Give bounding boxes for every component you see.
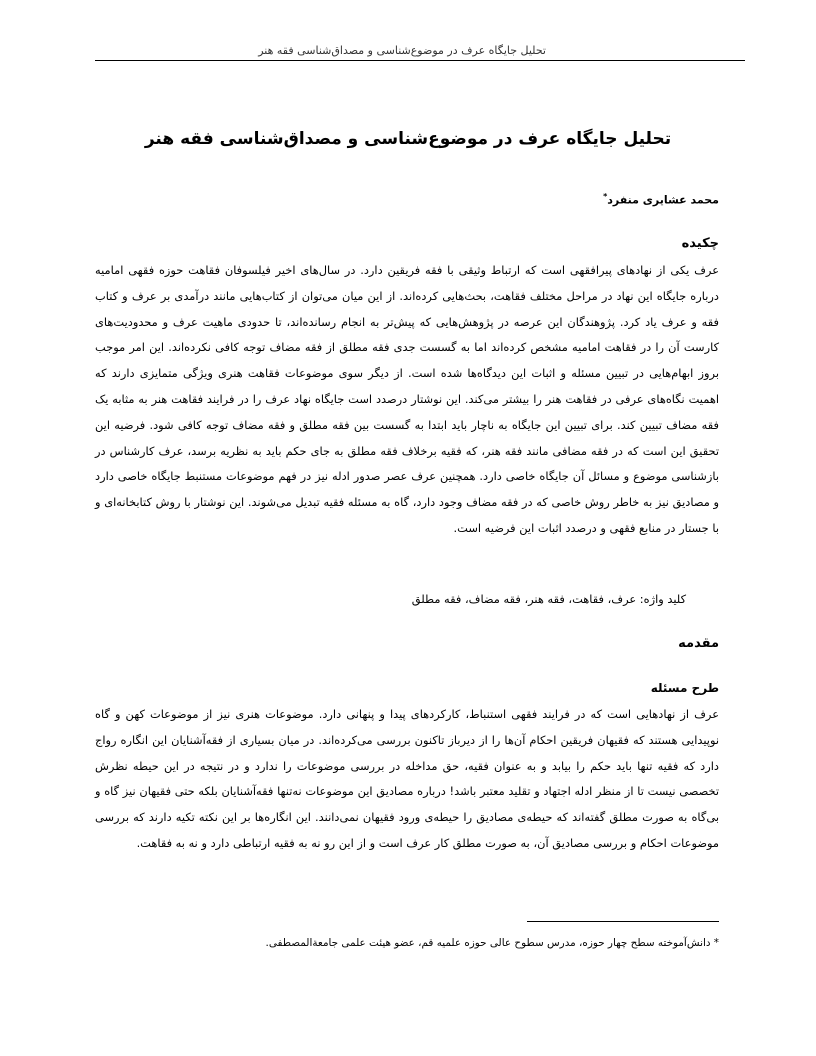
author-footnote-mark[interactable]: * xyxy=(603,192,608,201)
footnote-rule xyxy=(527,921,719,922)
keywords-text: عرف، فقاهت، فقه هنر، فقه مضاف، فقه مطلق xyxy=(411,592,637,606)
introduction-text: عرف از نهادهایی است که در فرایند فقهی استنباط، کارکردهای پیدا و پنهانی دارد. موضوعات هنری نیز از موضوعات کهن و گاه نوپیدایی هستند که فقیهان فریقین احکام آن‌ها را از دیرباز تاکنون بررسی می‌کرده‌اند. در میان بسیاری از فقه‌آشنایان این انگاره رواج دارد که فقیه تنها باید حکم را بیابد و به عنوان فقیه، حق مداخله در بررسی موضوعات را ندارد و در نتیجه در این حیطه نظرش تخصصی نیست تا از منظر ادله اجتهاد و تقلید معتبر باشد! درباره مصادیق این موضوعات نه‌تنها فقه‌آشنایان بلکه حتی فقیهان نیز گاه و بی‌گاه به صورت مطلق گفته‌اند که حیطه‌ی مصادیق را حیطه‌ی ورود فقیهان نمی‌دانند. این انگاره‌ها بر این نکته تکیه دارند که بررسی موضوعات احکام و بررسی مصادیق آن، به صورت مطلق کار عرف است و از این رو نه به فقیه ارتباطی دارد و نه به فقاهت. xyxy=(95,707,719,850)
problem-statement-subheading: طرح مسئله xyxy=(650,681,719,695)
abstract-heading: چکیده xyxy=(681,236,719,251)
abstract-text: عرف یکی از نهادهای پیرافقهی است که ارتباط وثیقی با فقه فریقین دارد. در سال‌های اخیر فیلسوفان فقاهت حوزه فقهی امامیه درباره جایگاه این نهاد در مراحل مختلف فقاهت، بحث‌هایی کرده‌اند. از این میان می‌توان از کتاب‌هایی مانند درآمدی بر عرف و کتاب فقه و عرف یاد کرد. پژوهندگان این عرصه در پژوهش‌هایی که پیش‌تر به انجام رسانده‌اند، تا حدودی ماهیت عرف و محدودیت‌های کارست آن را در فقاهت امامیه مشخص کرده‌اند اما به گسست جدی فقه مطلق از فقه مضاف توجه کافی نکرده‌اند. این امر موجب بروز ابهام‌هایی در تبیین مسئله و اثبات این دیدگاه‌ها شده است. از دیگر سوی موضوعات فقاهت هنری ویژگی متمایزی دارند که اهمیت نگاه‌های عرفی در فقاهت هنر را بیشتر می‌کند. این نوشتار درصدد است جایگاه نهاد عرف را در فرایند فقاهت هنر به مثابه یک فقه مضاف تبیین کند. برای تبیین این جایگاه به ناچار باید ابتدا به گسست بین فقه مطلق و فقه مضاف توجه کافی شود. فرضیه این تحقیق این است که در فقه مضافی مانند فقه هنر، که فقیه برخلاف فقه مطلق به جای حکم باید به نظریه برسد، عرف کارشناس در بازشناسی موضوع و مسائل آن جایگاه خاصی دارد. همچنین عرف عصر صدور ادله نیز در فهم موضوعات مستنبط جایگاه خاصی دارد و مصادیق نیز به خاطر روش خاصی که در فقه مضاف وجود دارد، گاه به مسئله فقیه تبدیل می‌شوند. این نوشتار با روش کتابخانه‌ای و با جستار در منابع فقهی و درصدد اثبات این فرضیه است. xyxy=(95,263,719,535)
paper-title: تحلیل جایگاه عرف در موضوع‌شناسی و مصداق‌شناسی فقه هنر xyxy=(144,129,672,149)
introduction-heading: مقدمه xyxy=(678,636,719,651)
keywords-label: کلید واژه: xyxy=(639,592,686,606)
header-rule xyxy=(95,60,745,61)
author-line xyxy=(603,190,719,208)
footnote-mark: * xyxy=(713,937,719,949)
footnote-text: دانش‌آموخته سطح چهار حوزه، مدرس سطوح عالی حوزه علمیه قم، عضو هیئت علمی جامعة‌المصطفی. xyxy=(265,937,711,949)
footnote xyxy=(150,935,719,951)
keywords-line xyxy=(412,590,686,608)
author-name: محمد عشایری منفرد xyxy=(607,193,719,207)
running-header: تحلیل جایگاه عرف در موضوع‌شناسی و مصداق‌شناسی فقه هنر xyxy=(258,44,546,57)
